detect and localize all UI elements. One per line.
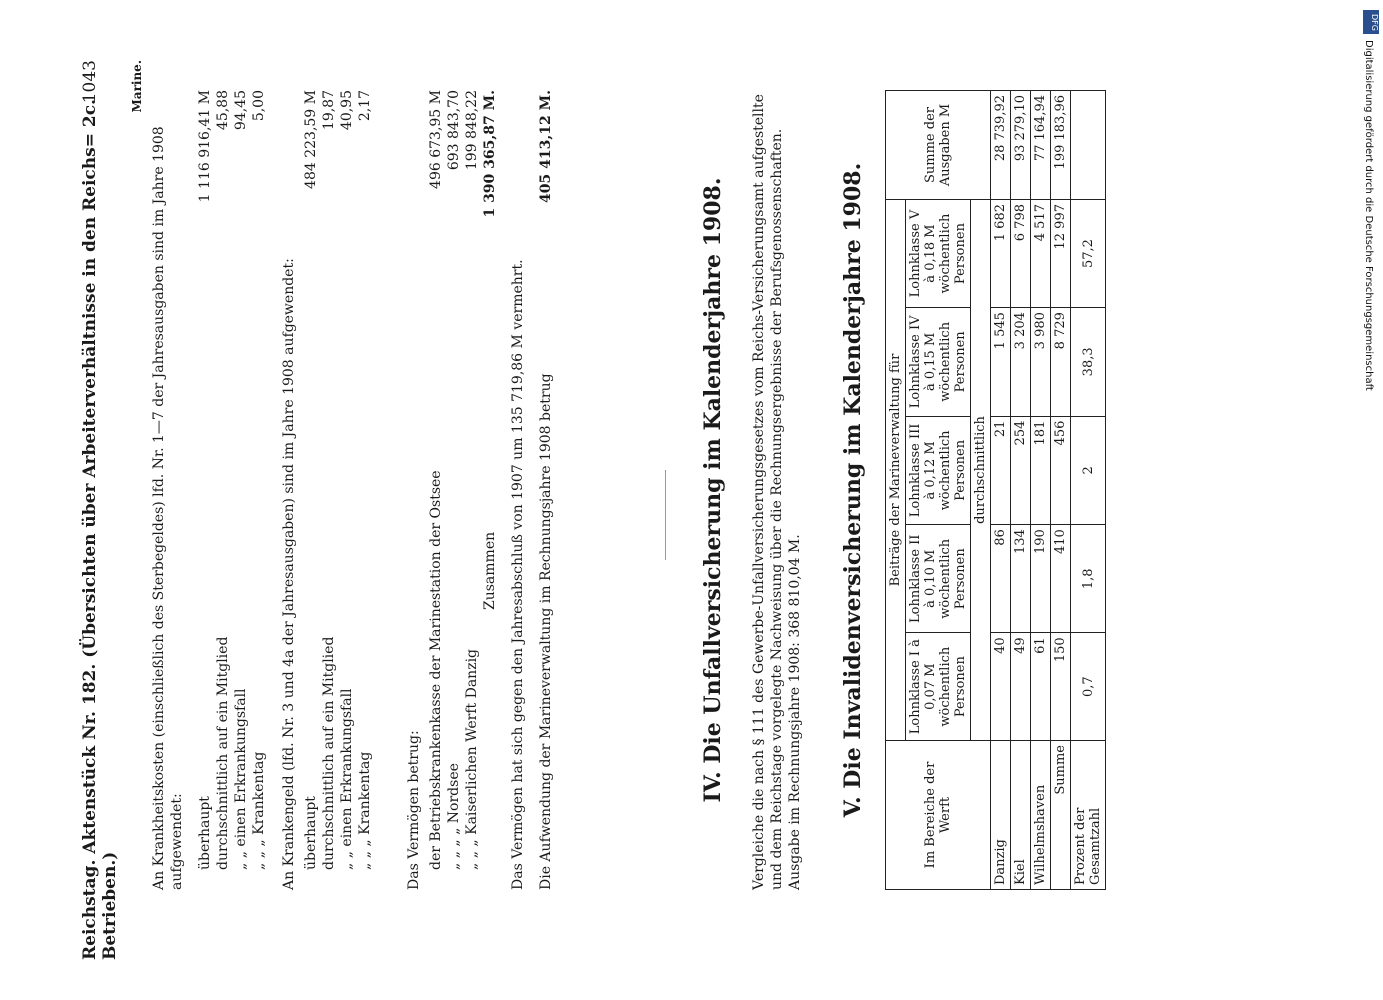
list-item: „ „ „ Krankentag 2,17 — [357, 90, 373, 870]
dfg-logo: DFG — [1363, 10, 1379, 34]
krankheitskosten-intro: An Krankheitskosten (einschließlich des Sterbegeldes) lfd. Nr. 1—7 der Jahresausgaben sind im Jahre 1908 aufgewendet: — [151, 126, 185, 890]
divider — [665, 470, 666, 560]
class-header: Lohnklasse II à 0,10 M wöchentlich Personen — [906, 525, 971, 633]
krankengeld-block — [280, 90, 374, 890]
krankheitskosten-block — [150, 90, 268, 890]
invaliden-table — [885, 90, 1106, 890]
section-label: Marine. — [130, 60, 144, 113]
header-title: Reichstag. Aktenstück Nr. 182. (Übersichten über Arbeiterverhältnisse in den Reichs= 2c. Betrieben.) — [80, 99, 120, 960]
class-header: Lohnklasse I à 0,07 M wöchentlich Personen — [906, 633, 971, 741]
table-row: Kiel 49 134 254 3 204 6 798 93 279,10 — [1011, 91, 1031, 890]
list-item: „ „ „ Krankentag 5,00 — [251, 90, 267, 870]
class-header: Lohnklasse III à 0,12 M wöchentlich Personen — [906, 416, 971, 525]
list-item: durchschnittlich auf ein Mitglied 19,87 — [321, 90, 337, 870]
krankengeld-intro: An Krankengeld (lfd. Nr. 3 und 4a der Jahresausgaben) sind im Jahre 1908 aufgewendet: — [281, 258, 297, 890]
list-item: überhaupt 484 223,59 M — [303, 90, 319, 870]
vermoegen-note: Das Vermögen hat sich gegen den Jahresabschluß von 1907 um 135 719,86 M vermehrt. — [510, 259, 526, 890]
class-header: Lohnklasse IV à 0,15 M wöchentlich Personen — [906, 308, 971, 417]
list-item: „ „ einen Erkrankungsfall 94,45 — [233, 90, 249, 870]
sum-header: Summe der Ausgaben M — [886, 91, 991, 200]
list-item: der Betriebskrankenkasse der Marinestation der Ostsee 496 673,95 M — [428, 90, 444, 870]
vermoegen-intro: Das Vermögen betrug: — [406, 730, 422, 890]
page-number: 1043 — [80, 60, 100, 104]
table-row: Wilhelmshaven 61 190 181 3 980 4 517 77 164,94 — [1031, 91, 1051, 890]
credit-text: Digitalisierung gefördert durch die Deutsche Forschungsgemeinschaft — [1363, 40, 1374, 391]
list-item: „ „ „ Kaiserlichen Werft Danzig 199 848,22 — [464, 90, 480, 870]
list-item: „ „ „ „ Nordsee 693 843,70 — [446, 90, 462, 870]
aufwendung-line: Die Aufwendung der Marineverwaltung im Rechnungsjahre 1908 betrug 405 413,12 M. — [538, 90, 554, 890]
section-iv-heading: IV. Die Unfallversicherung im Kalenderjahre 1908. — [700, 177, 726, 803]
list-item: Zusammen 1 390 365,87 M. — [482, 90, 498, 610]
page-header — [80, 40, 120, 960]
vermoegen-block — [405, 90, 555, 890]
rotated-page — [40, 40, 1340, 960]
digitization-credit — [1363, 10, 1381, 990]
group-header: Beiträge der Marineverwaltung für — [886, 200, 906, 741]
column-header: Im Bereiche der Werft — [886, 741, 991, 890]
list-item: durchschnittlich auf ein Mitglied 45,88 — [215, 90, 231, 870]
section-v-heading: V. Die Invalidenversicherung im Kalenderjahre 1908. — [840, 162, 866, 818]
table-row-percent: Prozent der Gesamtzahl 0,7 1,8 2 38,3 57,2 — [1071, 91, 1106, 890]
list-item: überhaupt 1 116 916,41 M — [197, 90, 213, 870]
table-row-total: Summe 150 410 456 8 729 12 997 199 183,96 — [1051, 91, 1071, 890]
section-iv-text: Vergleiche die nach § 111 des Gewerbe-Unfallversicherungsgesetzes vom Reichs-Versicherungsamt aufgestellte und dem Reichstage vorgelegte Nachweisung über die Rechnungsergebnisse der Berufsgenossenschaften. Ausgabe im Rechnungsjahre 1908: 368 810,04 M. — [751, 94, 803, 890]
list-item: „ „ einen Erkrankungsfall 40,95 — [339, 90, 355, 870]
table-row: Danzig 40 86 21 1 545 1 682 28 739,92 — [991, 91, 1011, 890]
class-header: Lohnklasse V à 0,18 M wöchentlich Personen — [906, 200, 971, 308]
sub-header: durchschnittlich — [971, 200, 991, 741]
